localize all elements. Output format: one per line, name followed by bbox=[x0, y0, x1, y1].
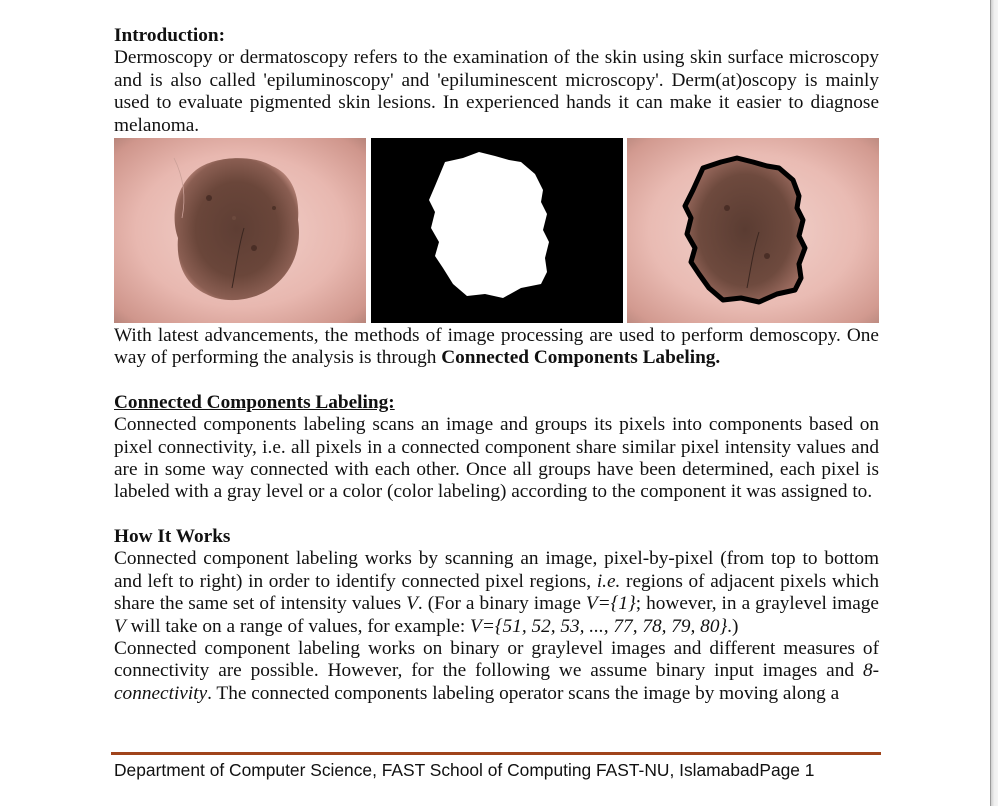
text-run: .) bbox=[727, 615, 739, 637]
outlined-lesion-image bbox=[627, 138, 879, 323]
spacer bbox=[114, 370, 879, 392]
text-run: V bbox=[406, 593, 418, 615]
dermoscopy-figure bbox=[114, 138, 879, 323]
page-footer: Department of Computer Science, FAST School of Computing FAST-NU, IslamabadPage 1 bbox=[114, 760, 815, 780]
how-it-works-heading: How It Works bbox=[114, 525, 231, 547]
text-run: . The connected components labeling operator scans the image by moving along a bbox=[207, 682, 840, 704]
figure-follow-paragraph bbox=[114, 325, 879, 370]
text-run: . (For a binary image bbox=[417, 593, 586, 615]
text-run: Connected component labeling works by scanning an image, pixel-by-pixel (from top to bottom and left to right) in order to identify connected pixel regions, bbox=[114, 548, 879, 592]
figure-follow-text: With latest advancements, the methods of image processing are used to perform demoscopy. One way of performing the analysis is through bbox=[114, 325, 879, 369]
text-run: will take on a range of values, for example: bbox=[125, 615, 471, 637]
ccl-paragraph: Connected components labeling scans an image and groups its pixels into components based on pixel connectivity, i.e. all pixels in a connected component share similar pixel intensity values and are in some way connected with each other. Once all groups have been determined, each pixel is labeled with a gray level or a color (color labeling) according to the component it was assigned to. bbox=[114, 414, 879, 503]
text-run: V={51, 52, 53, ..., 77, 78, 79, 80} bbox=[470, 615, 728, 637]
dermoscopy-image bbox=[114, 138, 366, 323]
ccl-bold-term: Connected Components Labeling. bbox=[441, 347, 721, 369]
introduction-heading: Introduction: bbox=[114, 25, 226, 46]
text-run: V bbox=[114, 615, 126, 637]
text-run: i.e. bbox=[596, 570, 621, 592]
how-it-works-paragraph-1 bbox=[114, 548, 879, 638]
page-content bbox=[114, 25, 879, 705]
text-run: V={1} bbox=[585, 593, 636, 615]
text-run: regions of adjacent pixels which share the same set of intensity values bbox=[114, 570, 880, 615]
spacer bbox=[114, 504, 879, 526]
how-it-works-paragraph-2 bbox=[114, 638, 879, 705]
text-run: Connected component labeling works on binary or graylevel images and different measures of connectivity are possible. However, for the following we assume binary input images and bbox=[114, 637, 879, 682]
introduction-paragraph: Dermoscopy or dermatoscopy refers to the examination of the skin using skin surface microscopy and is also called 'epiluminoscopy' and 'epiluminescent microscopy'. Derm(at)oscopy is mainly used to evaluate pigmented skin lesions. In experienced hands it can make it easier to diagnose melanoma. bbox=[114, 47, 879, 136]
text-run: ; however, in a graylevel image bbox=[635, 593, 879, 615]
page-edge-scrollbar bbox=[990, 0, 998, 806]
footer-rule bbox=[111, 752, 881, 755]
text-run: 8-connectivity bbox=[114, 660, 879, 704]
ccl-heading: Connected Components Labeling: bbox=[114, 391, 395, 413]
binary-mask-image bbox=[371, 138, 623, 323]
